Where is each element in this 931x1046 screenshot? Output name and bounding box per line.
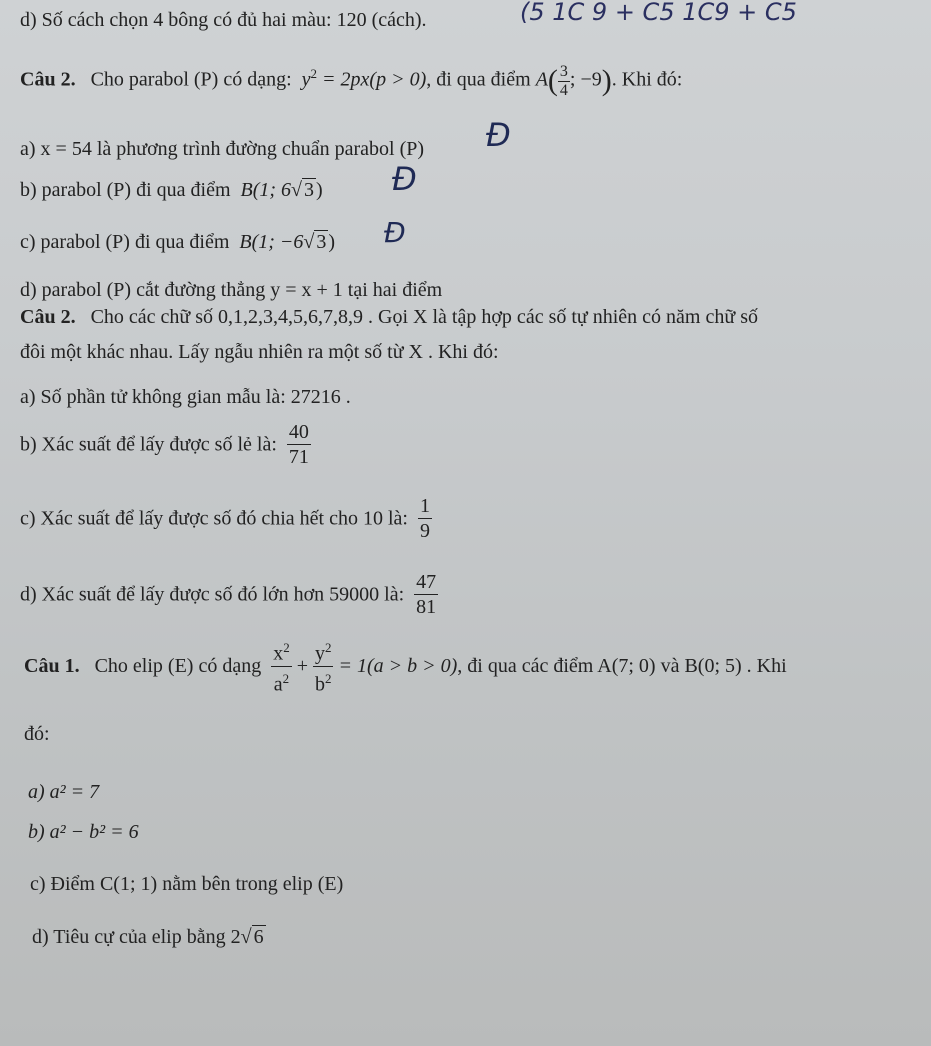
point-b-neg: B(1; −6 [239,231,304,253]
q2-option-b: b) parabol (P) đi qua điểm B(1; 6√ 3 ) [20,179,323,201]
pass-text: , đi qua điểm [426,68,531,91]
option-a-text: a) a² = 7 [28,781,100,803]
q2-prob-option-b [20,420,311,469]
question-intro: Cho elip (E) có dạng [94,655,262,678]
q2-prob-option-d [20,570,438,619]
equation-rest: = 2px(p > 0) [322,68,427,91]
sqrt-symbol: √ 3 [291,179,315,201]
point-b: B(1; 6 [240,179,292,201]
q2-prob-stem-cont [20,340,499,364]
q2-option-c: c) parabol (P) đi qua điểm B(1; −6√ 3 ) [20,231,336,253]
q2-prob-stem [20,305,758,329]
question-label: Câu 2. [20,306,76,328]
point-a: A [535,68,548,91]
option-b-text: b) parabol (P) đi qua điểm [20,179,231,201]
point-a-rest: ; −9 [569,68,602,91]
question-intro-cont: đôi một khác nhau. Lấy ngẫu nhiên ra một số từ X . Khi đó: [20,341,499,363]
option-c-text: c) parabol (P) đi qua điểm [20,231,230,253]
stem-cont-text: đó: [24,723,50,745]
q2-parabol-stem: Câu 2. Cho parabol (P) có dạng: $y^2 = 2px(p > 0)$, đi qua điểm A( $\frac{3}{4}$ ; −9). Khi đó: [20,62,683,99]
handwritten-mark-c: Đ [384,216,406,249]
handwritten-mark-a: Đ [486,116,511,154]
prev-answer-text: d) Số cách chọn 4 bông có đủ hai màu: 120 (cách). [20,9,427,31]
option-b-text: b) a² − b² = 6 [28,821,139,843]
q2-option-a [20,137,424,161]
point-a-fraction: $\frac{3}{4}$ [559,62,568,99]
option-c-text: c) Xác suất để lấy được số đó chia hết cho 10 là: [20,507,408,530]
prev-answer-d [20,8,427,32]
option-a-text: a) Số phần tử không gian mẫu là: 27216 . [20,386,351,408]
equation-tail: = 1(a > b > 0) [338,655,458,678]
option-a-text: a) x = 54 là phương trình đường chuẩn parabol (P) [20,138,425,160]
q2-prob-option-a [20,385,351,409]
sqrt-symbol: √ 3 [303,231,327,253]
q1-elip-stem: Câu 1. Cho elip (E) có dạng $\frac{x^2}{a^2}$ + $\frac{y^2}{b^2}$ = 1(a > b > 0), đi qua các điểm A(7; 0) và B(0; 5) . Khi [24,636,787,696]
option-d-text: d) Xác suất để lấy được số đó lớn hơn 59000 là: [20,583,405,606]
q1-option-d [32,925,266,949]
question-label: Câu 1. [24,655,80,678]
handwritten-mark-b: Đ [392,160,417,198]
q2-option-d [20,278,442,302]
option-d-text: d) parabol (P) cắt đường thẳng y = x + 1 tại hai điểm [20,279,443,301]
q1-stem-cont [24,722,50,746]
question-intro: Cho parabol (P) có dạng: [90,68,292,91]
option-b-text: b) Xác suất để lấy được số lẻ là: [20,433,277,456]
stem-tail: . Khi đó: [611,68,683,91]
q1-option-a [28,780,99,804]
fraction-y2-b2: $\frac{y^2}{b^2}$ [313,636,334,696]
handwritten-scribble: (5 1C 9 + C5 1C9 + C5 [520,0,797,26]
option-c-text: c) Điểm C(1; 1) nằm bên trong elip (E) [30,873,344,895]
question-intro: Cho các chữ số 0,1,2,3,4,5,6,7,8,9 . Gọi X là tập hợp các số tự nhiên có năm chữ số [90,306,758,328]
fraction-x2-a2: $\frac{x^2}{a^2}$ [271,636,292,696]
pass-text: , đi qua các điểm A(7; 0) và B(0; 5) . Khi [457,655,787,678]
sqrt-symbol: √ 6 [240,926,264,948]
question-label: Câu 2. [20,68,76,91]
q2-prob-option-c [20,494,432,543]
fraction-c: $\frac{1}{9}$ [419,495,430,542]
option-d-text: d) Tiêu cự của elip bằng 2 [32,926,241,948]
fraction-b: $\frac{40}{71}$ [288,421,309,468]
equation-y: y [301,68,311,91]
fraction-d: $\frac{47}{81}$ [416,571,437,618]
q1-option-b [28,820,139,844]
q1-option-c [30,872,343,896]
